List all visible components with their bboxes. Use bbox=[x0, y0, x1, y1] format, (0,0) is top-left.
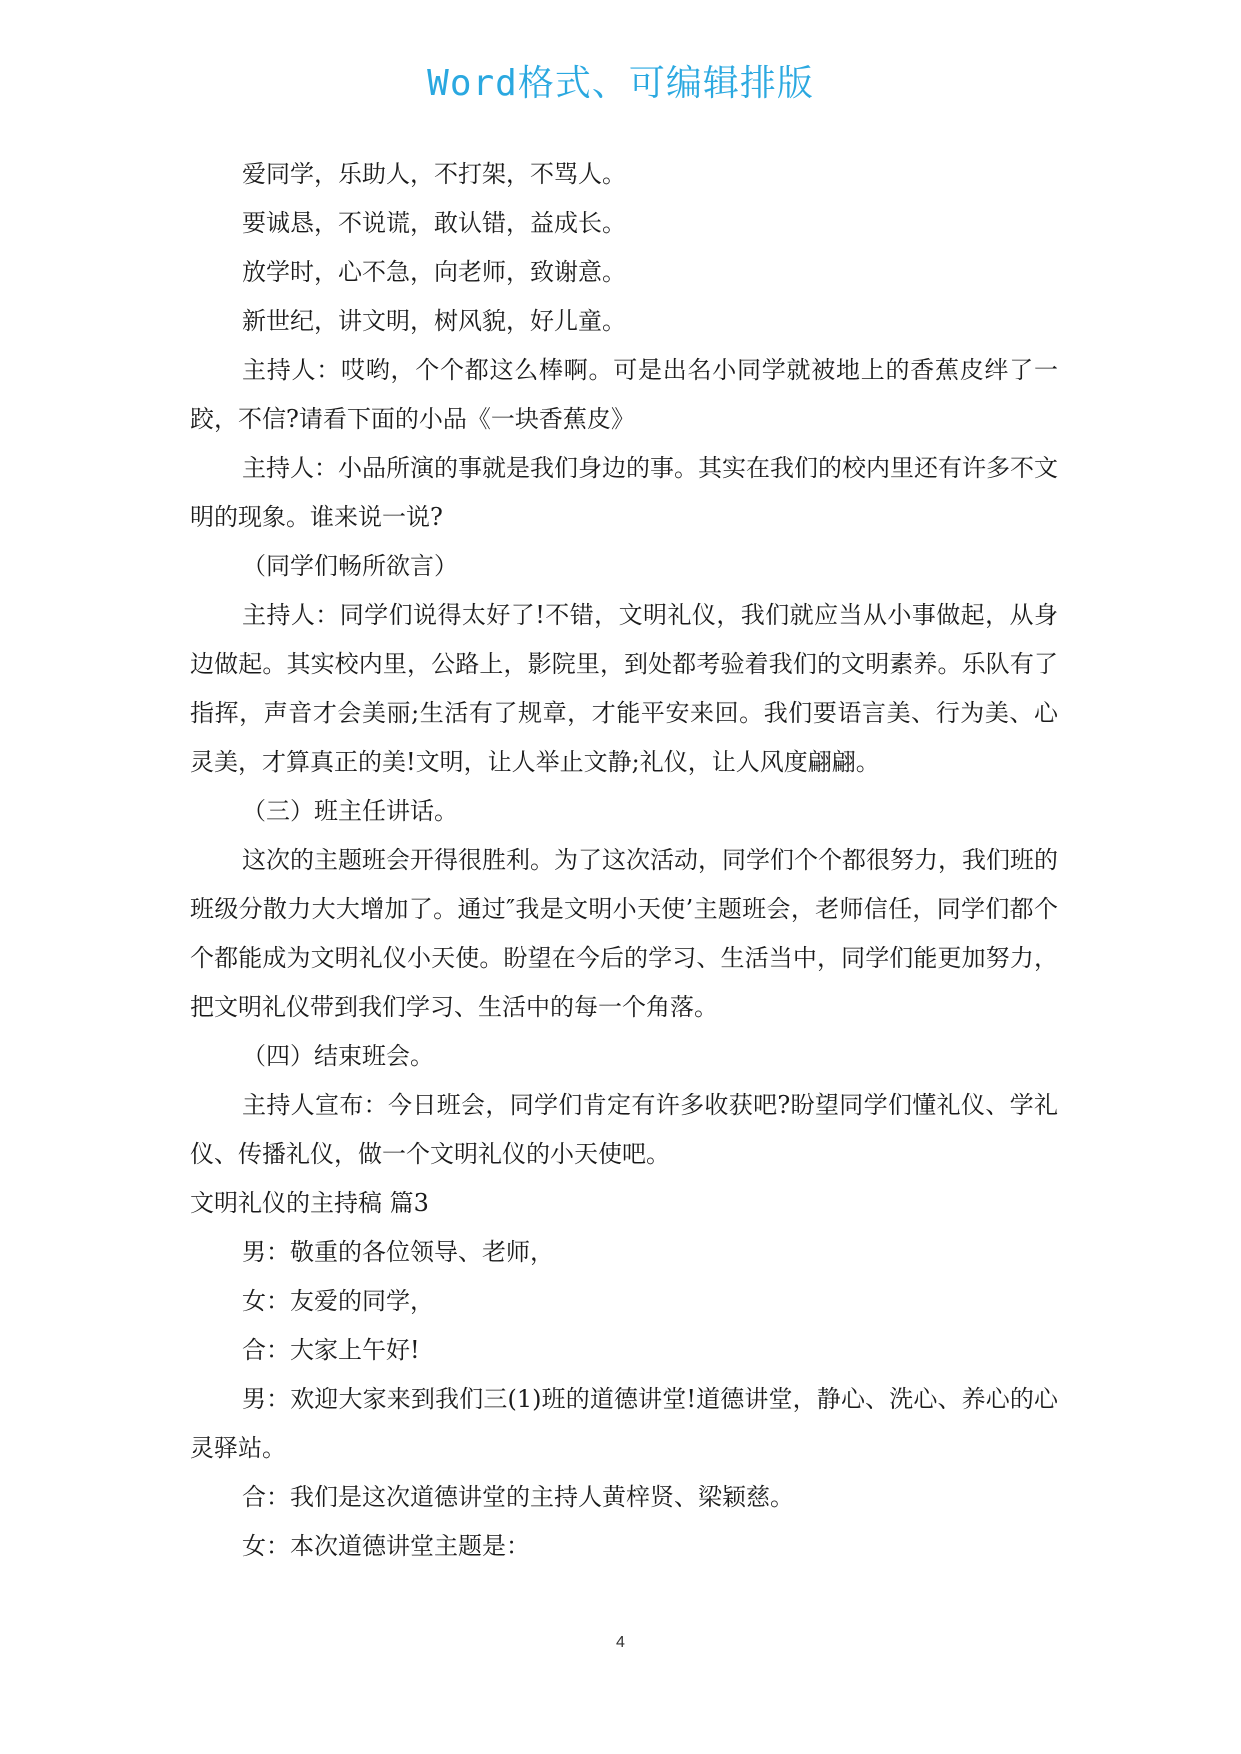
paragraph: 要诚恳，不说谎，敢认错，益成长。 bbox=[242, 209, 626, 237]
paragraph: 女：本次道德讲堂主题是： bbox=[242, 1532, 530, 1560]
section-heading: （四）结束班会。 bbox=[242, 1042, 434, 1070]
header-title: Word格式、可编辑排版 bbox=[427, 63, 814, 104]
paragraph: 主持人：哎哟，个个都这么棒啊。可是出名小同学就被地上的香蕉皮绊了一跤，不信?请看下面的小品《一块香蕉皮》 bbox=[190, 356, 1058, 433]
paragraph: 主持人：小品所演的事就是我们身边的事。其实在我们的校内里还有许多不文明的现象。谁来说一说? bbox=[190, 454, 1058, 531]
paragraph: 合：大家上午好! bbox=[242, 1336, 420, 1364]
section-heading: （三）班主任讲话。 bbox=[242, 797, 458, 825]
paragraph: 主持人：同学们说得太好了!不错，文明礼仪，我们就应当从小事做起，从身边做起。其实校内里，公路上，影院里，到处都考验着我们的文明素养。乐队有了指挥，声音才会美丽;生活有了规章，才能平安来回。我们要语言美、行为美、心灵美，才算真正的美!文明，让人举止文静;礼仪，让人风度翩翩。 bbox=[190, 601, 1058, 776]
page-number: 4 bbox=[616, 1634, 625, 1651]
paragraph: 爱同学，乐助人，不打架，不骂人。 bbox=[242, 160, 626, 188]
paragraph: 放学时，心不急，向老师，致谢意。 bbox=[242, 258, 626, 286]
document-body bbox=[190, 150, 1058, 1571]
paragraph: 主持人宣布：今日班会，同学们肯定有许多收获吧?盼望同学们懂礼仪、学礼仪、传播礼仪，做一个文明礼仪的小天使吧。 bbox=[190, 1091, 1058, 1168]
paragraph: （同学们畅所欲言） bbox=[242, 552, 458, 580]
paragraph: 新世纪，讲文明，树风貌，好儿童。 bbox=[242, 307, 626, 335]
paragraph: 这次的主题班会开得很胜利。为了这次活动，同学们个个都很努力，我们班的班级分散力大大增加了。通过″我是文明小天使’主题班会，老师信任，同学们都个个都能成为文明礼仪小天使。盼望在今后的学习、生活当中，同学们能更加努力，把文明礼仪带到我们学习、生活中的每一个角落。 bbox=[190, 846, 1058, 1021]
paragraph: 男：欢迎大家来到我们三(1)班的道德讲堂!道德讲堂，静心、洗心、养心的心灵驿站。 bbox=[190, 1385, 1058, 1462]
article-heading: 文明礼仪的主持稿 篇3 bbox=[190, 1189, 429, 1217]
paragraph: 男：敬重的各位领导、老师， bbox=[242, 1238, 554, 1266]
paragraph: 合：我们是这次道德讲堂的主持人黄梓贤、梁颖慈。 bbox=[242, 1483, 794, 1511]
paragraph: 女：友爱的同学， bbox=[242, 1287, 434, 1315]
